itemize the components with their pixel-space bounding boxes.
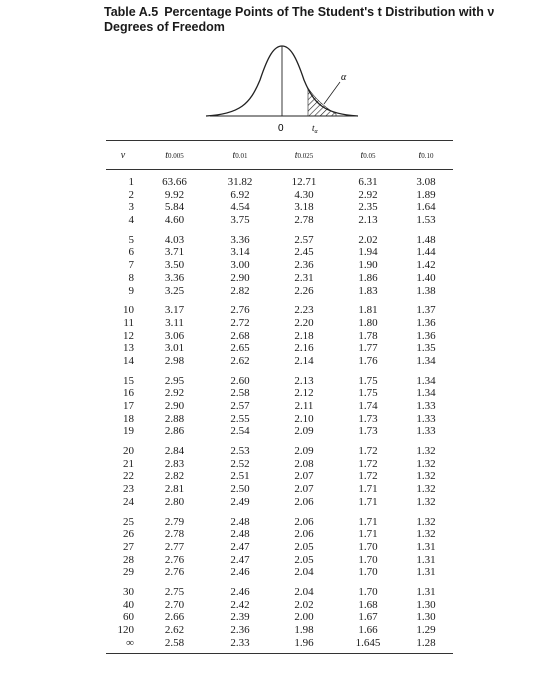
header-subscript: 0.05	[363, 151, 376, 160]
df-cell: 10	[123, 304, 134, 317]
value-cell: 2.82	[230, 284, 250, 297]
df-cell: 13	[123, 342, 134, 355]
header-symbol: t	[418, 149, 422, 161]
value-cell: 4.54	[230, 201, 250, 214]
value-cell: 1.38	[416, 284, 436, 297]
df-cell: 22	[123, 470, 134, 483]
value-cell: 2.86	[164, 425, 185, 438]
value-cell: 1.31	[416, 585, 436, 598]
value-cell: 2.88	[164, 412, 185, 425]
value-cell: 2.49	[230, 495, 250, 508]
table-row	[106, 637, 453, 650]
df-cell: 28	[123, 553, 134, 566]
table-row	[106, 458, 453, 471]
value-cell: 1.73	[358, 425, 378, 438]
value-cell: 4.30	[294, 188, 314, 201]
value-cell: 2.80	[164, 495, 185, 508]
value-cell: 1.53	[416, 214, 436, 227]
df-cell: 16	[123, 387, 134, 400]
value-cell: 1.34	[416, 387, 436, 400]
value-cell: 2.55	[230, 412, 250, 425]
value-cell: 2.98	[164, 354, 185, 367]
header-subscript: 0.005	[168, 151, 184, 160]
value-cell: 2.00	[294, 611, 314, 624]
value-cell: 6.92	[230, 188, 250, 201]
value-cell: 3.36	[164, 271, 185, 284]
table-row	[106, 330, 453, 343]
df-cell: 15	[123, 374, 134, 387]
df-cell: 4	[128, 214, 134, 227]
table-row	[106, 214, 453, 227]
value-cell: 2.05	[294, 540, 314, 553]
table-row	[106, 554, 453, 567]
column-header-0	[106, 150, 140, 161]
value-cell: 1.29	[416, 624, 436, 636]
value-cell: 1.75	[358, 387, 378, 400]
df-cell: 60	[123, 611, 134, 624]
value-cell: 2.48	[230, 515, 250, 528]
value-cell: 2.18	[294, 329, 314, 342]
value-cell: 2.36	[294, 259, 314, 272]
value-cell: 1.33	[416, 425, 436, 438]
df-cell: 2	[128, 188, 134, 201]
value-cell: 1.48	[416, 233, 436, 246]
value-cell: 1.70	[358, 566, 378, 579]
df-cell: 8	[128, 271, 134, 284]
value-cell: 2.76	[164, 553, 185, 566]
column-header-1	[140, 150, 209, 161]
value-cell: 2.04	[294, 566, 314, 579]
table-row	[106, 317, 453, 330]
value-cell: 1.71	[358, 483, 378, 496]
value-cell: 1.96	[294, 636, 314, 649]
value-cell: 1.86	[358, 271, 378, 284]
row-group	[106, 227, 453, 297]
value-cell: 2.50	[230, 483, 250, 496]
value-cell: 2.31	[294, 271, 314, 284]
value-cell: 2.35	[358, 201, 378, 214]
value-cell: 1.90	[358, 259, 378, 272]
value-cell: 2.36	[230, 624, 250, 636]
table-caption	[104, 5, 524, 35]
value-cell: 1.28	[416, 636, 436, 649]
value-cell: 1.32	[416, 515, 436, 528]
value-cell: 1.71	[358, 495, 378, 508]
value-cell: 2.02	[294, 598, 314, 611]
header-symbol: t	[360, 149, 364, 161]
value-cell: 2.04	[294, 585, 314, 598]
df-cell: 18	[123, 412, 134, 425]
value-cell: 3.25	[164, 284, 185, 297]
df-cell: 11	[123, 316, 134, 329]
df-cell: 40	[123, 598, 134, 611]
header-symbol: ν	[120, 149, 126, 161]
value-cell: 1.34	[416, 374, 436, 387]
value-cell: 2.95	[164, 374, 185, 387]
value-cell: 1.32	[416, 528, 436, 541]
value-cell: 9.92	[164, 188, 185, 201]
value-cell: 2.83	[164, 457, 185, 470]
value-cell: 2.02	[358, 233, 378, 246]
value-cell: 2.92	[358, 188, 378, 201]
value-cell: 1.71	[358, 528, 378, 541]
value-cell: 2.12	[294, 387, 314, 400]
value-cell: 1.78	[358, 329, 378, 342]
table-row	[106, 483, 453, 496]
header-symbol: t	[294, 149, 298, 161]
value-cell: 2.58	[164, 636, 185, 649]
value-cell: 2.10	[294, 412, 314, 425]
df-cell: 6	[128, 246, 134, 259]
df-cell: 12	[123, 329, 134, 342]
t-table	[106, 140, 453, 654]
header-symbol: t	[232, 149, 236, 161]
value-cell: 1.81	[358, 304, 378, 317]
value-cell: 2.90	[230, 271, 250, 284]
value-cell: 1.94	[358, 246, 378, 259]
value-cell: 3.14	[230, 246, 250, 259]
table-row	[106, 611, 453, 624]
value-cell: 2.76	[230, 304, 250, 317]
value-cell: 6.31	[358, 176, 378, 188]
table-row	[106, 445, 453, 458]
table-row	[106, 285, 453, 298]
table-row	[106, 413, 453, 426]
df-cell: ∞	[126, 636, 134, 649]
column-header-4	[337, 150, 399, 161]
value-cell: 2.16	[294, 342, 314, 355]
value-cell: 2.72	[230, 316, 250, 329]
df-cell: 5	[128, 233, 134, 246]
header-subscript: 0.01	[235, 151, 248, 160]
df-cell: 20	[123, 445, 134, 458]
value-cell: 3.71	[164, 246, 185, 259]
value-cell: 5.84	[164, 201, 185, 214]
value-cell: 1.30	[416, 598, 436, 611]
table-row	[106, 541, 453, 554]
value-cell: 2.60	[230, 374, 250, 387]
value-cell: 1.32	[416, 495, 436, 508]
value-cell: 2.53	[230, 445, 250, 458]
value-cell: 3.75	[230, 214, 250, 227]
value-cell: 1.40	[416, 271, 436, 284]
value-cell: 2.13	[358, 214, 378, 227]
header-subscript: 0.10	[421, 151, 434, 160]
value-cell: 1.35	[416, 342, 436, 355]
table-row	[106, 400, 453, 413]
value-cell: 2.51	[230, 470, 250, 483]
value-cell: 2.07	[294, 483, 314, 496]
value-cell: 2.75	[164, 585, 185, 598]
value-cell: 1.72	[358, 457, 378, 470]
value-cell: 2.76	[164, 566, 185, 579]
value-cell: 1.70	[358, 585, 378, 598]
value-cell: 2.47	[230, 540, 250, 553]
value-cell: 2.84	[164, 445, 185, 458]
df-cell: 21	[123, 457, 134, 470]
row-group	[106, 170, 453, 227]
value-cell: 63.66	[162, 176, 187, 188]
table-row	[106, 599, 453, 612]
value-cell: 2.65	[230, 342, 250, 355]
value-cell: 1.83	[358, 284, 378, 297]
table-row	[106, 355, 453, 368]
table-row	[106, 566, 453, 579]
value-cell: 1.98	[294, 624, 314, 636]
value-cell: 2.62	[230, 354, 250, 367]
value-cell: 1.77	[358, 342, 378, 355]
table-title: Percentage Points of The Student's t Distribution with ν Degrees of Freedom	[104, 5, 495, 34]
value-cell: 2.57	[230, 400, 250, 412]
value-cell: 2.07	[294, 470, 314, 483]
df-cell: 30	[123, 585, 134, 598]
value-cell: 2.48	[230, 528, 250, 541]
value-cell: 2.62	[164, 624, 185, 636]
table-row	[106, 259, 453, 272]
df-cell: 120	[117, 624, 134, 636]
table-header	[106, 141, 453, 170]
table-row	[106, 375, 453, 388]
value-cell: 2.11	[294, 400, 314, 412]
alpha-pointer	[324, 82, 340, 104]
value-cell: 2.39	[230, 611, 250, 624]
value-cell: 3.11	[165, 316, 184, 329]
value-cell: 2.08	[294, 457, 314, 470]
table-row	[106, 304, 453, 317]
table-row	[106, 496, 453, 509]
value-cell: 2.33	[230, 636, 250, 649]
table-row	[106, 387, 453, 400]
table-row	[106, 176, 453, 189]
value-cell: 3.06	[164, 329, 185, 342]
value-cell: 1.32	[416, 457, 436, 470]
value-cell: 2.05	[294, 553, 314, 566]
table-number: Table A.5	[104, 5, 159, 19]
zero-label: 0	[278, 123, 284, 134]
value-cell: 3.17	[164, 304, 185, 317]
value-cell: 2.70	[164, 598, 185, 611]
value-cell: 1.64	[416, 201, 436, 214]
header-subscript: 0.025	[297, 151, 314, 160]
column-header-2	[209, 150, 271, 161]
column-header-5	[399, 150, 453, 161]
t-distribution-figure	[190, 42, 360, 138]
value-cell: 2.82	[164, 470, 185, 483]
value-cell: 3.08	[416, 176, 436, 188]
value-cell: 1.68	[358, 598, 378, 611]
table-row	[106, 234, 453, 247]
value-cell: 1.42	[416, 259, 436, 272]
value-cell: 2.52	[230, 457, 250, 470]
value-cell: 4.03	[164, 233, 185, 246]
table-row	[106, 272, 453, 285]
value-cell: 3.50	[164, 259, 185, 272]
value-cell: 2.13	[294, 374, 314, 387]
table-row	[106, 189, 453, 202]
value-cell: 1.32	[416, 445, 436, 458]
value-cell: 2.09	[294, 425, 314, 438]
value-cell: 1.37	[416, 304, 436, 317]
value-cell: 1.76	[358, 354, 378, 367]
value-cell: 3.36	[230, 233, 250, 246]
value-cell: 1.31	[416, 566, 436, 579]
value-cell: 1.645	[355, 636, 381, 649]
value-cell: 2.47	[230, 553, 250, 566]
table-row	[106, 624, 453, 637]
df-cell: 23	[123, 483, 134, 496]
value-cell: 1.73	[358, 412, 378, 425]
value-cell: 1.72	[358, 445, 378, 458]
value-cell: 1.30	[416, 611, 436, 624]
value-cell: 2.23	[294, 304, 314, 317]
value-cell: 1.36	[416, 316, 436, 329]
row-group	[106, 579, 453, 653]
value-cell: 1.33	[416, 412, 436, 425]
value-cell: 2.42	[230, 598, 250, 611]
value-cell: 2.06	[294, 528, 314, 541]
value-cell: 2.78	[294, 214, 314, 227]
value-cell: 1.32	[416, 483, 436, 496]
df-cell: 26	[123, 528, 134, 541]
value-cell: 3.00	[230, 259, 250, 272]
column-header-3	[271, 150, 337, 161]
value-cell: 2.14	[294, 354, 314, 367]
value-cell: 1.70	[358, 540, 378, 553]
value-cell: 4.60	[164, 214, 185, 227]
value-cell: 2.58	[230, 387, 250, 400]
df-cell: 27	[123, 540, 134, 553]
value-cell: 1.44	[416, 246, 436, 259]
table-body	[106, 170, 453, 653]
value-cell: 1.66	[358, 624, 378, 636]
value-cell: 2.79	[164, 515, 185, 528]
value-cell: 1.72	[358, 470, 378, 483]
value-cell: 3.18	[294, 201, 314, 214]
value-cell: 2.06	[294, 495, 314, 508]
value-cell: 2.09	[294, 445, 314, 458]
value-cell: 1.34	[416, 354, 436, 367]
value-cell: 2.46	[230, 585, 250, 598]
value-cell: 2.81	[164, 483, 185, 496]
value-cell: 1.80	[358, 316, 378, 329]
value-cell: 3.01	[164, 342, 185, 355]
df-cell: 29	[123, 566, 134, 579]
table-row	[106, 425, 453, 438]
table-row	[106, 342, 453, 355]
df-cell: 14	[123, 354, 134, 367]
row-group	[106, 297, 453, 367]
value-cell: 2.92	[164, 387, 185, 400]
value-cell: 31.82	[227, 176, 253, 188]
df-cell: 17	[123, 400, 134, 412]
df-cell: 25	[123, 515, 134, 528]
value-cell: 12.71	[291, 176, 317, 188]
table-row	[106, 586, 453, 599]
table-row	[106, 470, 453, 483]
value-cell: 2.46	[230, 566, 250, 579]
df-cell: 1	[128, 176, 134, 188]
t-alpha-label: $t_\alpha$	[312, 123, 318, 135]
value-cell: 2.78	[164, 528, 185, 541]
row-group	[106, 509, 453, 579]
table-row	[106, 246, 453, 259]
table-row	[106, 528, 453, 541]
value-cell: 2.57	[294, 233, 314, 246]
row-group	[106, 438, 453, 508]
value-cell: 2.77	[164, 540, 185, 553]
value-cell: 2.20	[294, 316, 314, 329]
value-cell: 1.32	[416, 470, 436, 483]
value-cell: 1.70	[358, 553, 378, 566]
value-cell: 2.26	[294, 284, 314, 297]
value-cell: 1.31	[416, 553, 436, 566]
df-cell: 3	[128, 201, 134, 214]
value-cell: 2.06	[294, 515, 314, 528]
row-group	[106, 368, 453, 438]
df-cell: 9	[128, 284, 134, 297]
value-cell: 1.74	[358, 400, 378, 412]
value-cell: 1.71	[358, 515, 378, 528]
value-cell: 1.36	[416, 329, 436, 342]
value-cell: 1.31	[416, 540, 436, 553]
df-cell: 7	[128, 259, 134, 272]
value-cell: 2.54	[230, 425, 250, 438]
value-cell: 1.89	[416, 188, 436, 201]
value-cell: 1.75	[358, 374, 378, 387]
value-cell: 2.66	[164, 611, 185, 624]
value-cell: 2.45	[294, 246, 314, 259]
df-cell: 24	[123, 495, 134, 508]
value-cell: 2.68	[230, 329, 250, 342]
table-row	[106, 516, 453, 529]
df-cell: 19	[123, 425, 134, 438]
value-cell: 1.33	[416, 400, 436, 412]
value-cell: 2.90	[164, 400, 185, 412]
alpha-label: α	[341, 72, 347, 83]
header-symbol: t	[165, 149, 169, 161]
value-cell: 1.67	[358, 611, 378, 624]
table-row	[106, 201, 453, 214]
